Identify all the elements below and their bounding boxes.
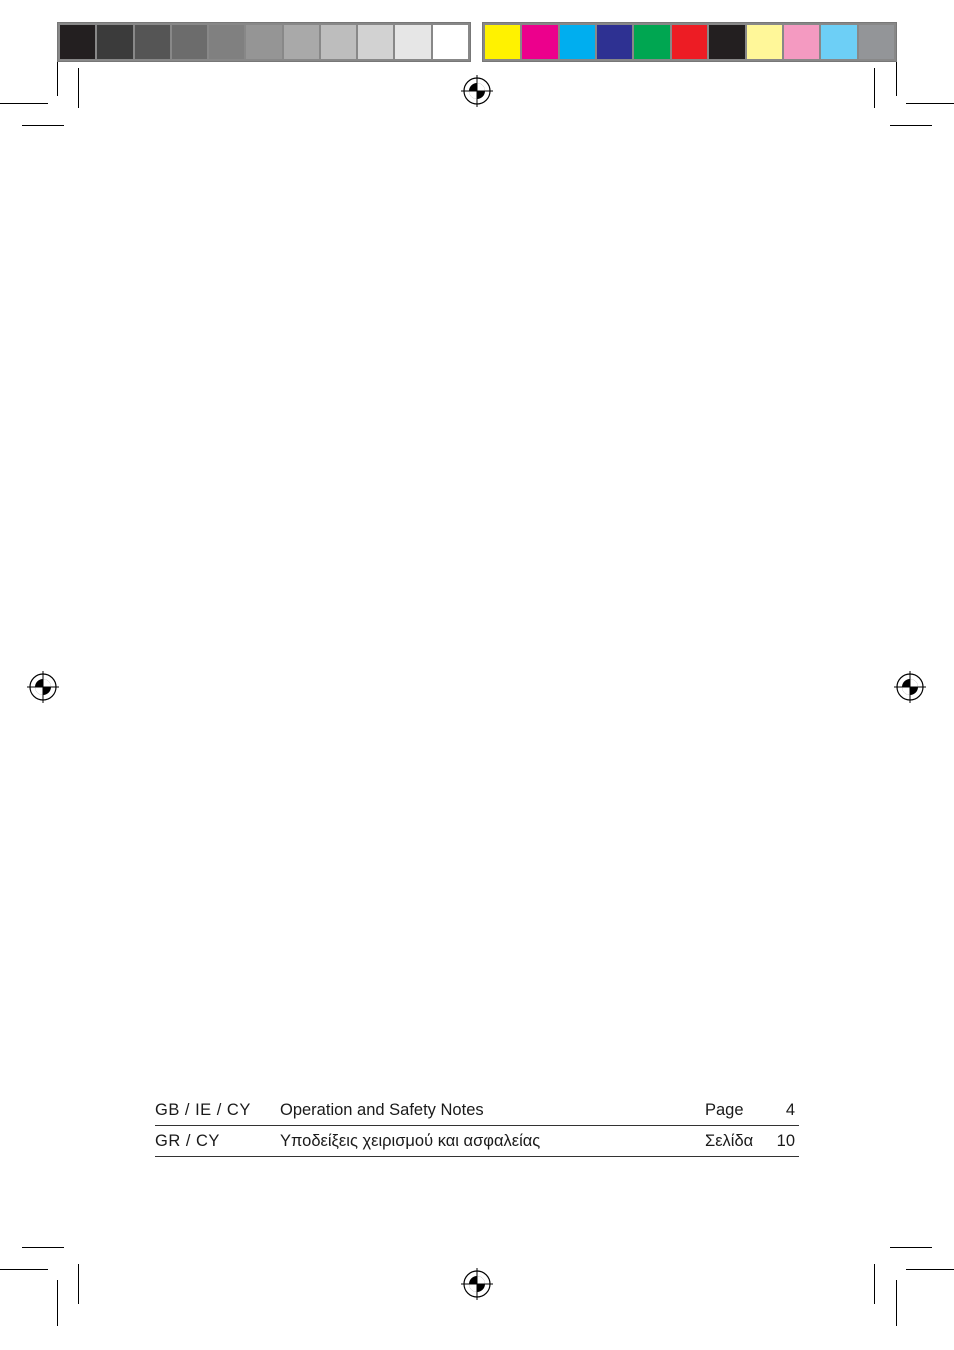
color-swatch (209, 25, 244, 59)
color-swatch (246, 25, 281, 59)
crop-mark (0, 103, 48, 104)
toc-language: GR / CY (155, 1131, 220, 1150)
crop-mark (22, 125, 64, 126)
registration-mark-icon (894, 671, 926, 703)
crop-mark (22, 1247, 64, 1248)
registration-mark-icon (27, 671, 59, 703)
grayscale-calibration-bar (57, 22, 471, 62)
registration-mark-icon (461, 75, 493, 107)
crop-mark (896, 1280, 897, 1326)
color-swatch (433, 25, 468, 59)
toc-page-label: Page (705, 1100, 744, 1119)
color-swatch (709, 25, 744, 59)
color-swatch (172, 25, 207, 59)
crop-mark (57, 1280, 58, 1326)
color-swatch (522, 25, 557, 59)
toc-title: Υποδείξεις χειρισμού και ασφαλείας (280, 1131, 541, 1150)
table-of-contents (155, 1095, 799, 1157)
color-swatch (321, 25, 356, 59)
color-swatch (60, 25, 95, 59)
crop-mark (78, 1264, 79, 1304)
color-swatch (821, 25, 856, 59)
crop-mark (0, 1269, 48, 1270)
color-swatch (784, 25, 819, 59)
registration-mark-icon (461, 1268, 493, 1300)
color-swatch (634, 25, 669, 59)
color-swatch (395, 25, 430, 59)
crop-mark (890, 125, 932, 126)
toc-row[interactable] (155, 1126, 799, 1157)
toc-page-label: Σελίδα (705, 1131, 754, 1150)
crop-mark (874, 1264, 875, 1304)
crop-mark (874, 68, 875, 108)
crop-mark (896, 62, 897, 96)
crop-mark (906, 1269, 954, 1270)
color-calibration-bar (482, 22, 897, 62)
color-swatch (97, 25, 132, 59)
crop-mark (57, 62, 58, 96)
color-swatch (135, 25, 170, 59)
crop-mark (78, 68, 79, 108)
color-swatch (485, 25, 520, 59)
color-swatch (284, 25, 319, 59)
toc-page-number: 4 (785, 1100, 795, 1119)
color-swatch (358, 25, 393, 59)
color-swatch (859, 25, 894, 59)
color-swatch (747, 25, 782, 59)
color-swatch (560, 25, 595, 59)
crop-mark (906, 103, 954, 104)
crop-mark (890, 1247, 932, 1248)
toc-page-number: 10 (776, 1131, 795, 1150)
toc-language: GB / IE / CY (155, 1100, 251, 1119)
toc-row[interactable] (155, 1095, 799, 1126)
color-swatch (672, 25, 707, 59)
toc-title: Operation and Safety Notes (280, 1100, 484, 1119)
color-swatch (597, 25, 632, 59)
